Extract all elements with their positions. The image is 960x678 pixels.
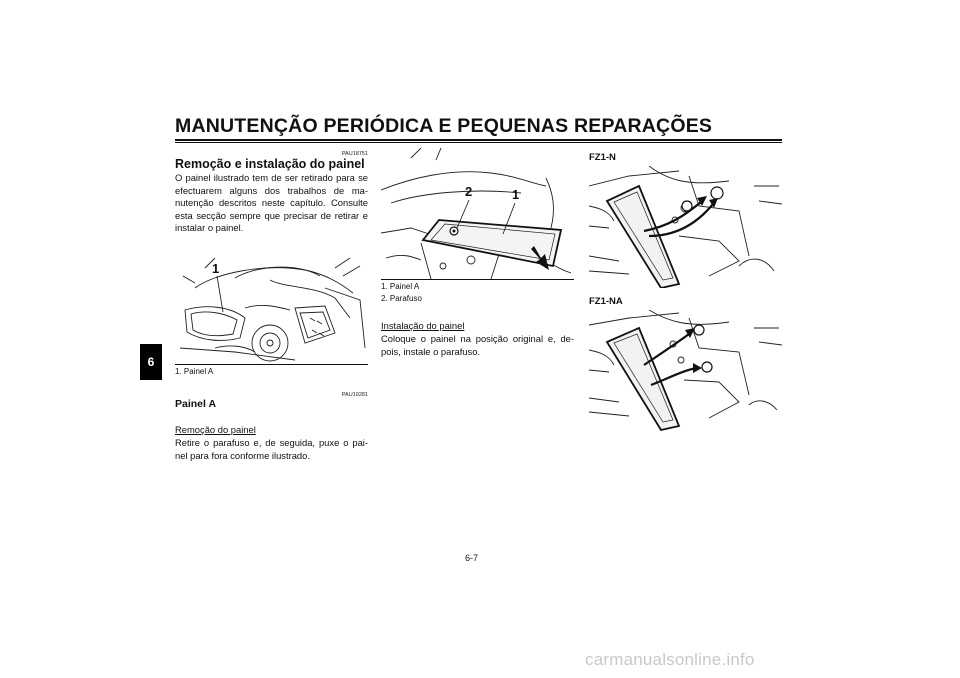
page-title: MANUTENÇÃO PERIÓDICA E PEQUENAS REPARAÇÕES (175, 115, 713, 137)
reference-code: PAU19281 (341, 392, 368, 398)
caption-painel-a: 1. Painel A (175, 367, 214, 376)
subheading-painel-a: Painel A (175, 398, 217, 410)
fz1n-panel-illustration (589, 166, 782, 288)
watermark: carmanualsonline.info (585, 650, 755, 669)
figure-callout-1: 1 (212, 261, 220, 276)
install-paragraph: Coloque o painel na posição original e, de-pois, instale o parafuso. (381, 333, 574, 357)
header-rule-thin (175, 142, 782, 143)
figure-panel-screw (381, 148, 574, 279)
caption-item-2: 2. Parafuso (381, 294, 422, 303)
panel-removal-illustration (381, 148, 574, 279)
chapter-tab: 6 (140, 344, 162, 380)
callout-2: 2 (465, 184, 473, 199)
reference-code: PAU18751 (341, 151, 368, 157)
callout-1: 1 (512, 187, 520, 202)
model-label-fz1n: FZ1-N (589, 152, 616, 163)
caption-rule (381, 279, 574, 280)
header-rule (175, 139, 782, 141)
caption-rule (175, 364, 368, 365)
page-number: 6-7 (465, 553, 479, 563)
figure-fz1na (589, 310, 782, 432)
motorcycle-side-illustration (175, 248, 368, 364)
removal-title: Remoção do painel (175, 424, 256, 435)
caption-item-1: 1. Painel A (381, 282, 420, 291)
fz1na-panel-illustration (589, 310, 782, 432)
figure-fz1n (589, 166, 782, 288)
install-title: Instalação do painel (381, 320, 465, 331)
removal-paragraph: Retire o parafuso e, de seguida, puxe o pai-nel para fora conforme ilustrado. (175, 437, 368, 461)
model-label-fz1na: FZ1-NA (589, 296, 623, 307)
intro-paragraph: O painel ilustrado tem de ser retirado para se efectuarem alguns dos trabalhos de ma-nutenção descritos neste capítulo. Consulte esta secção sempre que precisar de retirar e instalar o painel. (175, 172, 368, 234)
figure-motorcycle-left (175, 248, 368, 364)
section-heading: Remoção e instalação do painel (175, 157, 365, 171)
